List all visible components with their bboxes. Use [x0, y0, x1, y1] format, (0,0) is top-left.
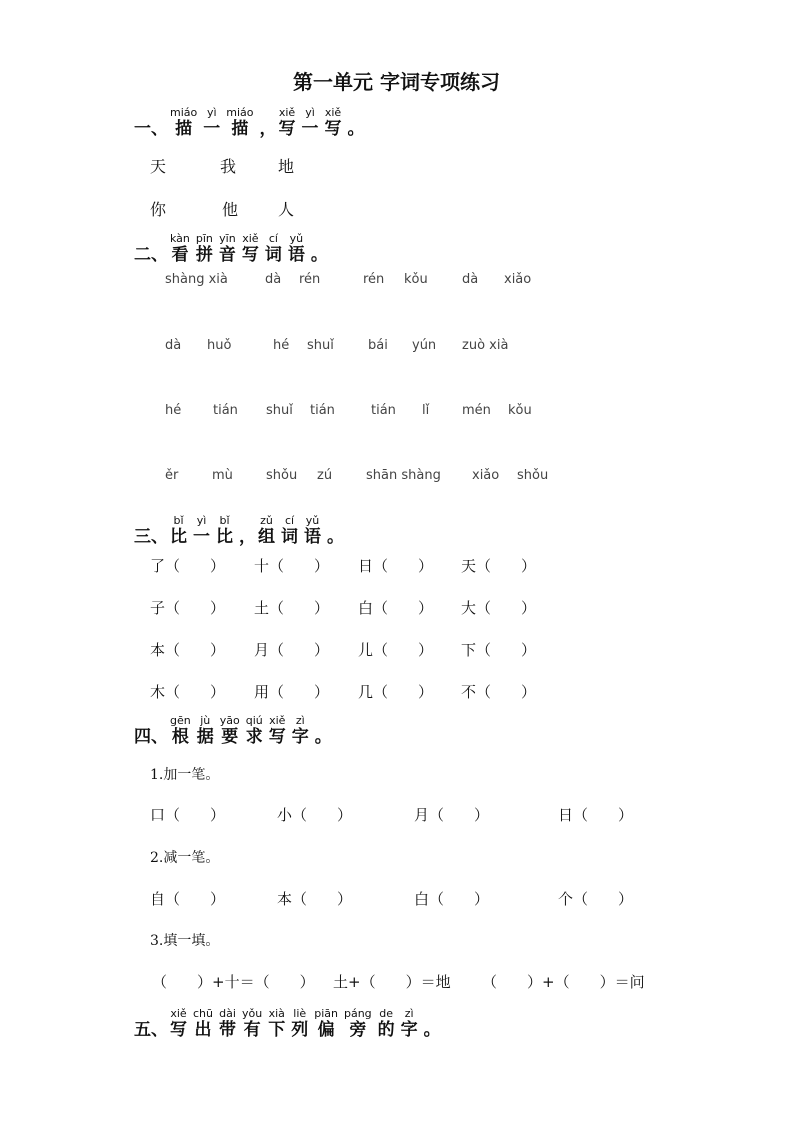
- ruby-char: xiě 写: [170, 1007, 187, 1040]
- char-ren: 人: [278, 200, 295, 219]
- punctuation: 。: [423, 1020, 441, 1040]
- pinyin: shàng xià: [165, 272, 228, 287]
- ruby-char: pīn 拼: [195, 232, 213, 265]
- fill-item: 小（ ）: [277, 806, 353, 824]
- equation: 土+（ ）＝地: [333, 973, 451, 991]
- pinyin: dà: [462, 272, 479, 287]
- ruby-char: cí 词: [264, 232, 282, 265]
- ruby-char: yāo 要: [219, 714, 240, 747]
- ruby-char: zì 字: [291, 714, 309, 747]
- ruby-char: cí 词: [281, 514, 298, 547]
- ruby-char: xiě 写: [278, 106, 296, 139]
- punctuation: ，: [259, 119, 277, 139]
- ruby-char: yǔ 语: [287, 232, 305, 265]
- punctuation: 。: [347, 119, 365, 139]
- section-heading: [170, 232, 330, 265]
- fill-item: 子（ ）: [150, 599, 226, 617]
- ruby-char: dài 带: [219, 1007, 236, 1040]
- pinyin: tián: [213, 403, 238, 418]
- pinyin: huǒ: [207, 338, 232, 353]
- punctuation: 。: [327, 527, 344, 547]
- fill-item: 几（ ）: [358, 683, 434, 701]
- ruby-char: yì 一: [193, 514, 210, 547]
- ruby-char: xiě 写: [241, 232, 259, 265]
- fill-item: 十（ ）: [254, 557, 330, 575]
- section-number: 四、: [134, 727, 168, 747]
- fill-item: 天（ ）: [461, 557, 537, 575]
- ruby-char: yīn 音: [218, 232, 236, 265]
- ruby-char: qiú 求: [245, 714, 263, 747]
- ruby-char: piān 偏: [314, 1007, 338, 1040]
- ruby-char: yǒu 有: [242, 1007, 263, 1040]
- pinyin: mù: [212, 468, 233, 483]
- ruby-char: bǐ 比: [216, 514, 233, 547]
- fill-item: 木（ ）: [150, 683, 226, 701]
- fill-item: 本（ ）: [150, 641, 226, 659]
- ruby-char: kàn 看: [170, 232, 190, 265]
- char-ta: 他: [222, 200, 239, 219]
- fill-item: 本（ ）: [277, 890, 353, 908]
- section-number: 三、: [134, 527, 168, 547]
- ruby-char: xià 下: [268, 1007, 286, 1040]
- ruby-char: yǔ 语: [304, 514, 321, 547]
- ruby-char: de 的: [377, 1007, 395, 1040]
- subsection-fill-in: 3.填一填。: [150, 933, 220, 949]
- char-wo: 我: [220, 157, 237, 176]
- section-number: 二、: [134, 245, 168, 265]
- fill-item: 月（ ）: [414, 806, 490, 824]
- punctuation: 。: [314, 727, 332, 747]
- pinyin: kǒu: [508, 403, 532, 418]
- pinyin: shǒu: [517, 468, 549, 483]
- fill-item: 日（ ）: [558, 806, 634, 824]
- char-ni: 你: [150, 200, 167, 219]
- pinyin: rén: [299, 272, 321, 287]
- fill-item: 不（ ）: [461, 683, 537, 701]
- ruby-char: yì 一: [203, 106, 221, 139]
- pinyin: zú: [317, 468, 333, 483]
- ruby-char: zǔ 组: [258, 514, 275, 547]
- section-number: 一、: [134, 119, 168, 139]
- pinyin: xiǎo: [472, 468, 500, 483]
- equation: （ ）+十＝（ ）: [152, 973, 315, 991]
- pinyin: shuǐ: [266, 403, 293, 418]
- fill-item: 月（ ）: [254, 641, 330, 659]
- pinyin: xiǎo: [504, 272, 532, 287]
- pinyin: shān shàng: [366, 468, 441, 483]
- ruby-char: páng 旁: [343, 1007, 372, 1040]
- ruby-char: miáo 描: [226, 106, 254, 139]
- pinyin: shuǐ: [307, 338, 334, 353]
- pinyin: mén: [462, 403, 491, 418]
- fill-item: 个（ ）: [558, 890, 634, 908]
- char-di: 地: [278, 157, 295, 176]
- fill-item: 白（ ）: [414, 890, 490, 908]
- section-heading: [170, 714, 334, 747]
- pinyin: rén: [363, 272, 385, 287]
- subsection-add-stroke: 1.加一笔。: [150, 767, 220, 783]
- pinyin: dà: [265, 272, 282, 287]
- pinyin: hé: [273, 338, 290, 353]
- ruby-char: chū 出: [193, 1007, 213, 1040]
- ruby-char: liè 列: [291, 1007, 309, 1040]
- ruby-char: xiě 写: [268, 714, 286, 747]
- ruby-char: zì 字: [400, 1007, 418, 1040]
- char-tian: 天: [150, 157, 167, 176]
- equation: （ ）+（ ）＝问: [482, 973, 645, 991]
- ruby-char: gēn 根: [170, 714, 191, 747]
- section-heading: [170, 1007, 443, 1040]
- page-title: 第一单元 字词专项练习: [293, 70, 500, 94]
- fill-item: 口（ ）: [150, 806, 226, 824]
- fill-item: 日（ ）: [358, 557, 434, 575]
- ruby-char: xiě 写: [324, 106, 342, 139]
- section-heading: [170, 106, 367, 139]
- fill-item: 儿（ ）: [358, 641, 434, 659]
- punctuation: 。: [310, 245, 328, 265]
- pinyin: tián: [310, 403, 335, 418]
- pinyin: tián: [371, 403, 396, 418]
- fill-item: 下（ ）: [461, 641, 537, 659]
- fill-item: 用（ ）: [254, 683, 330, 701]
- fill-item: 土（ ）: [254, 599, 330, 617]
- fill-item: 了（ ）: [150, 557, 226, 575]
- fill-item: 白（ ）: [358, 599, 434, 617]
- pinyin: lǐ: [422, 403, 430, 418]
- ruby-char: yì 一: [301, 106, 319, 139]
- section-heading: [170, 514, 346, 547]
- subsection-remove-stroke: 2.减一笔。: [150, 850, 220, 866]
- pinyin: yún: [412, 338, 437, 353]
- ruby-char: bǐ 比: [170, 514, 187, 547]
- punctuation: ，: [239, 527, 256, 547]
- fill-item: 大（ ）: [461, 599, 537, 617]
- pinyin: shǒu: [266, 468, 298, 483]
- pinyin: ěr: [165, 468, 179, 483]
- ruby-char: miáo 描: [170, 106, 198, 139]
- ruby-char: jù 据: [196, 714, 214, 747]
- pinyin: hé: [165, 403, 182, 418]
- section-number: 五、: [134, 1020, 168, 1040]
- pinyin: kǒu: [404, 272, 428, 287]
- fill-item: 自（ ）: [150, 890, 226, 908]
- pinyin: dà: [165, 338, 182, 353]
- pinyin: bái: [368, 338, 388, 353]
- pinyin: zuò xià: [462, 338, 509, 353]
